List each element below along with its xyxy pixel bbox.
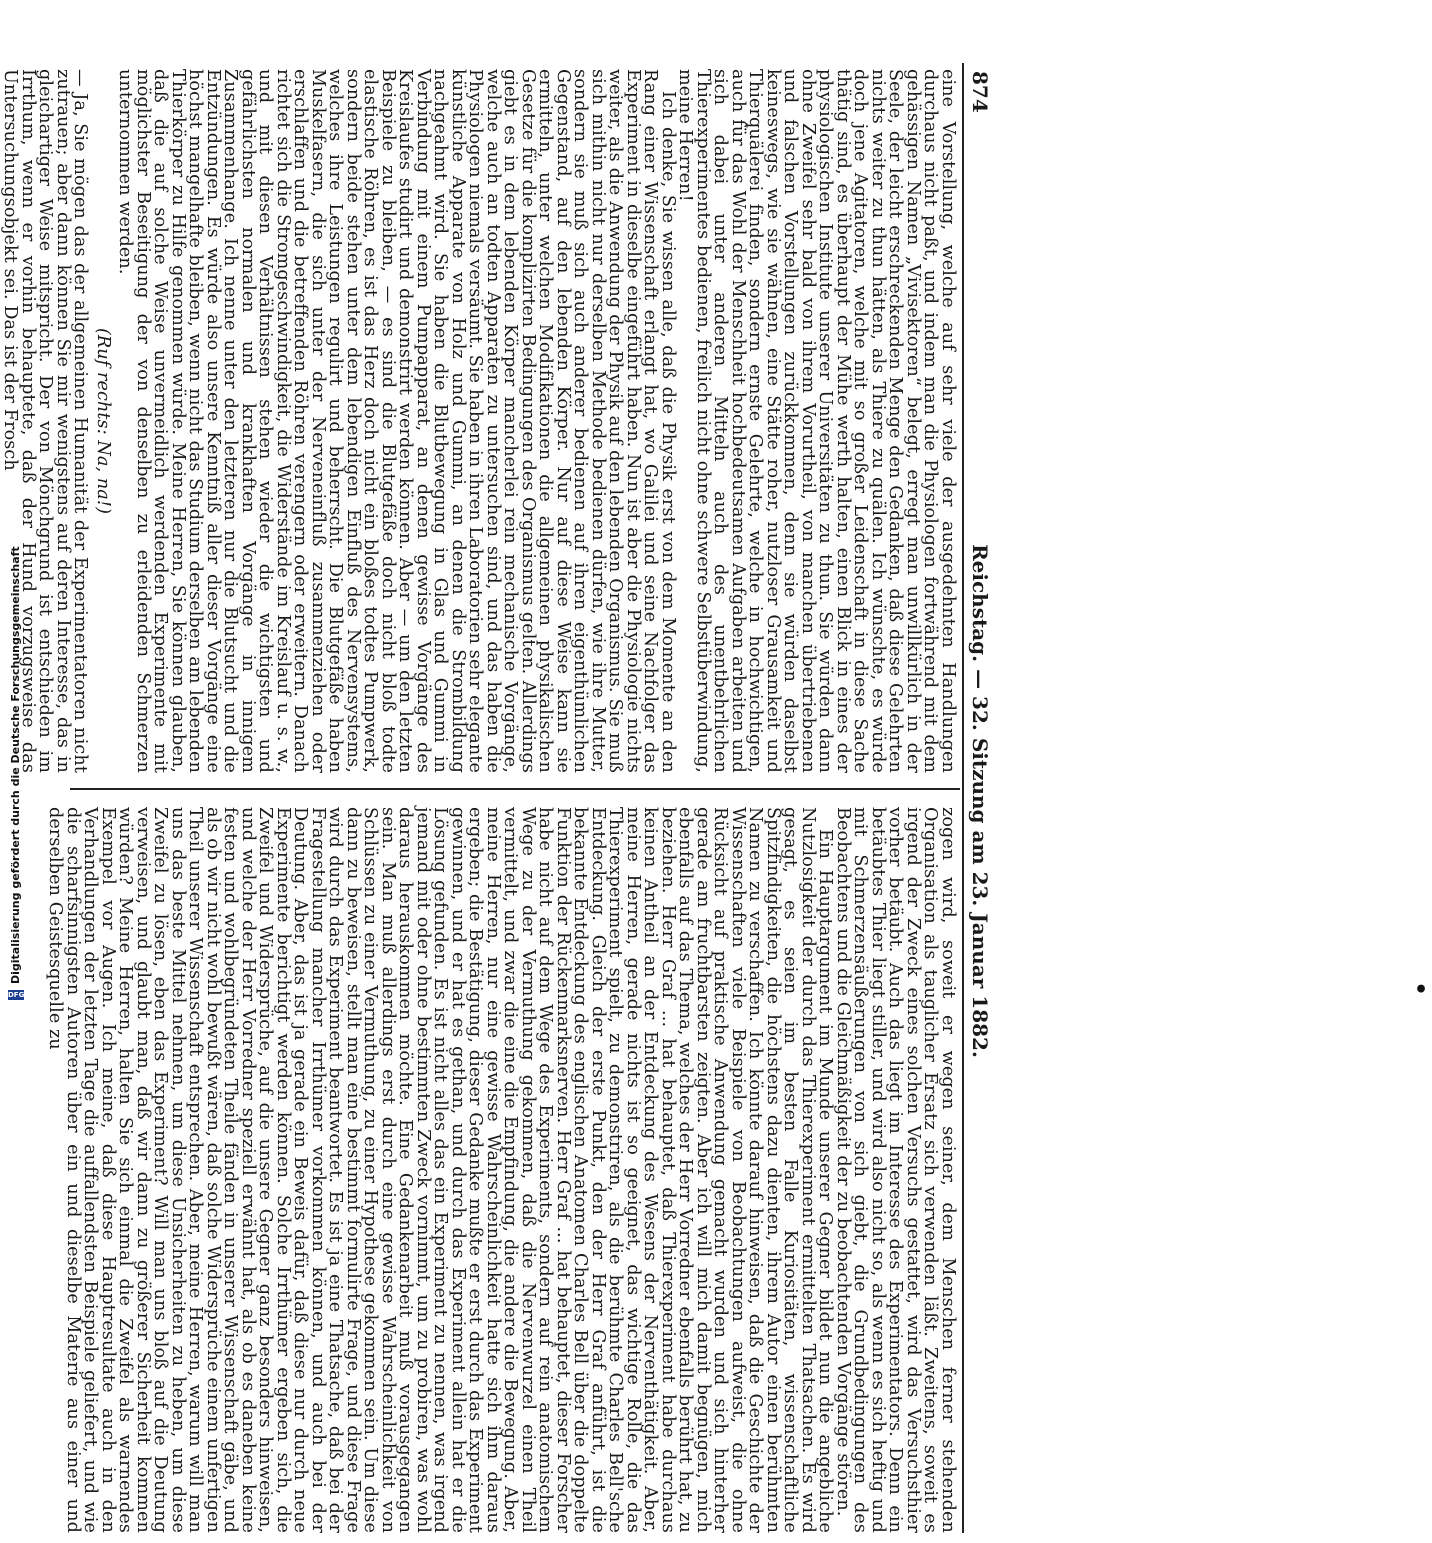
left-column-paragraph: Ich denke, Sie wissen alle, daß die Physik erst von dem Momente an den Rang einer Wissenschaft erlangt hat, wo Galilei und seine Nachfolger das Experiment in dieselbe eingeführt haben. Nun ist aber die Physiologie nichts weiter, als die Anwendung der Physik auf den lebenden Organismus. Sie muß sich mithin nicht nur derselben Methode bedienen dürfen, wie ihre Mutter, sondern sie muß sich auch anderer bedienen auf ihren eigenthümlichen Gegenstand, auf den lebenden Körper. Nur auf diese Weise kann sie ermitteln, unter welchen Modifikationen die allgemeinen physikalischen Gesetze für die komplizirten Bedingungen des Organismus gelten. Allerdings giebt es in dem lebenden Körper mancherlei rein mechanische Vorgänge, welche auch an todten Apparaten zu untersuchen sind, und das haben die Physiologen niemals versäumt. Sie haben in ihren Laboratorien sehr elegante künstliche Apparate von Holz und Gummi, an denen die Strombildung nachgeahmt wird. Sie haben die Blutbewegung in Glas und Gummi in Verbindung mit einem Pumpapparat, an denen gewisse Vorgänge des Kreislaufes studirt und demonstrirt werden können. Aber — um den letzten Beispiele zu bleiben, — es sind die Blutgefäße doch nicht bloß todte elastische Röhren, es ist das Herz doch nicht ein bloßes todtes Pumpwerk, sondern beide stehen unter dem lebendigen Einfluß des Nervensystems, welches ihre Leistungen regulirt und beherrscht. Die Blutgefäße haben Muskelfasern, die sich unter der Nerveneinfluß zusammenziehen oder erschlaffen und die betreffenden Röhren verengern oder erweitern. Danach richtet sich die Stromgeschwindigkeit, die Widerstände im Kreislauf u. s. w., und mit diesen Verhältnissen stehen wieder die wichtigsten und gefährlichsten normalen und krankhaften Vorgänge in innigem Zusammenhange. Ich nenne unter den letzteren nur die Blutsucht und die Entzündungen. Es würde also unsere Kenntniß aller dieser Vorgänge eine höchst mangelhafte bleiben, wenn nicht das Studium derselben am lebenden Thierkörper zu Hilfe genommen würde. Meine Herren, Sie können glauben, daß die auf solche Weise unvermeidlich werdenden Experimente mit möglichster Beseitigung der von denselben zu erleidenden Schmerzen unternommen werden. xyxy=(115,69,678,773)
right-column-paragraph: Ein Hauptargument im Munde unserer Gegner bildet nun die angebliche Nutzlosigkeit der durch das Thierexperiment ermittelten Thatsachen. Es wird gesagt, es seien im besten Falle Kuriositäten, wissenschaftliche Spitzfindigkeiten, die höchstens dazu dienten, ihrem Autor einen berühmten Namen zu verschaffen. Ich könnte darauf hinweisen, daß die Geschichte der Wissenschaften viele Beispiele von Beobachtungen aufweist, die ohne Rücksicht auf praktische Anwendung gemacht wurden und sich hinterher gerade am fruchtbarsten zeigten. Aber ich will mich damit begnügen, mich ebenfalls auf das Thema, welches der Herr Vorredner ebenfalls berührt hat, zu beziehen. Herr Graf ... hat behauptet, daß Thierexperiment habe durchaus keinen Antheil an der Entdeckung des Wesens der Nerventhätigkeit. Aber, meine Herren, gerade nichts ist so geeignet, das wichtige Rolle, die das Thierexperiment spielt, zu demonstriren, als die berühmte Charles Bell'sche Entdeckung. Gleich der erste Punkt, den der Herr Graf anführt, ist die bekannte Entdeckung des englischen Anatomen Charles Bell über die doppelte Funktion der Rückenmarksnerven. Herr Graf ... hat behauptet, dieser Forscher habe nicht auf dem Wege des Experiments, sondern auf rein anatomischem Wege zu der Vermuthung gekommen, daß die Nervenwurzel einen Theil vermittelt, und zwar die eine die Empfindung, die andere die Bewegung. Aber, meine Herren, nur eine gewisse Wahrscheinlichkeit hatte sich ihm daraus ergeben; die Bestätigung, dieser Gedanke mußte er erst durch das Experiment gewinnen, und er hat es gethan, und durch das Experiment allein hat er die Lösung gefunden. Es ist nicht alles das ein Experiment zu nennen, was irgend jemand mit oder ohne bestimmten Zweck vornimmt, um zu probiren, was wohl daraus herauskommen möchte. Eine Gedankenarbeit muß vorausgegangen sein. Man muß allerdings erst durch eine gewisse Wahrscheinlichkeit von Schlüssen zu einer Vermuthung, zu einer Hypothese gekommen sein. Um diese dann zu beweisen, stellt man eine bestimmt formulirte Frage, und diese Frage wird durch das Experiment beantwortet. Es ist ja eine Thatsache, daß bei der Fragestellung mancher Irrthümer vorkommen können, und auch bei der Deutung. Aber, das ist ja gerade ein Beweis dafür, daß diese nur durch neue Experimente berichtigt werden können. Solche Irrthümer ergeben sich, die Zweifel und Widersprüche, auf die unsere Gegner ganz besonders hinweisen, und welche der Herr Vorredner speziell erwähnt hat, als ob es daneben keine festen und wohlbegründeten Theile fänden in unserer Wissenschaft gäbe, und als ob wir nicht wohl bewußt wären, daß solche Widersprüche einem unfertigen Theil unserer Wissenschaft entsprechen. Aber, meine Herren, warum will man uns das beste Mittel nehmen, um diese Unsicherheiten zu heben, um diese Zweifel zu lösen, eben das Experiment? Will man uns bloß auf die Deutung verweisen, und glaubt man, daß wir dann zu größerer Sicherheit kommen würden? Meine Herren, halten Sie sich einmal die Zweifel als warnendes Exempel vor Augen. Ich meine, daß diese Hauptresultate auch in den Verhandlungen der letzten Tage die auffallendsten Beispiele geliefert, und wie die scharfsinnigsten Autoren über ein und dieselbe Materie aus einer und derselben Geistesquelle zu xyxy=(45,807,836,1533)
credit-text: Digitalisierung gefördert durch die Deutsche Forschungsgemeinschaft xyxy=(9,546,22,984)
left-column-paragraph: — Ja, Sie mögen das der allgemeinen Humanität der Experimentatoren nicht zutrauen; aber dann können Sie mir wenigstens auf deren Interesse, das in gleichartiger Weise mitspricht. Der von Mönchgrund ist entschieden im Irrthum, wenn er vorhin behauptete, daß der Hund vorzugsweise das Untersuchungsobjekt sei. Das ist der Frosch xyxy=(0,69,91,773)
dfg-logo: DFG xyxy=(8,991,25,999)
left-column-paragraph: eine Vorstellung, welche auf sehr viele der ausgedehnten Handlungen durchaus nicht paßt, und indem man die Physiologen fortwährend mit dem gehässigen Namen „Vivisektoren“ belegt, erregt man unwillkürlich in der Seele, der leicht erschreckenden Menge den Gedanken, daß diese Gelehrten nichts weiter zu thun hätten, als Thiere zu quälen. Ich wünschte, es würde doch jene Agitatoren, welche mit so großer Leidenschaft in diese Sache thätig sind, es überhaupt der Mühe werth halten, einen Blick in eines der physiologischen Institute unserer Universitäten zu thun. Sie würden dann ohne Zweifel sehr bald von ihrem Vorurtheil, von manchen übertriebenen und falschen Vorstellungen zurückkommen, denn sie würden daselbst keineswegs, wie sie wähnen, eine Stätte roher, nutzloser Grausamkeit und Thierquälerei finden, sondern ernste Gelehrte, welche in hochwichtigen, auch für das Wohl der Menschheit hochbedeutsamen Aufgaben arbeiten und sich dabei unter anderen Mitteln auch des unentbehrlichen Thierexperimentes bedienen, freilich nicht ohne schwere Selbstüberwindung, meine Herren! xyxy=(675,69,958,773)
left-column-paragraph: (Ruf rechts: Na, na!) xyxy=(93,327,113,515)
column-divider xyxy=(70,788,960,790)
right-column-paragraph: zogen wird, soweit er wegen seiner, dem Menschen ferner stehenden Organisation als tauglicher Ersatz sich verwenden läßt. Zweitens, soweit es irgend der Zweck eines solchen Versuchs gestattet, wird das Versuchsthier vorher betäubt. Auch das liegt im Interesse des Experimentators. Denn ein betäubtes Thier liegt stiller, und wird also nicht so, als wenn es sich heftig und mit Schmerzensäußerungen von sich giebt, die Grundbedingungen des Beobachtens und die Gleichmäßigkeit der zu beobachtenden Vorgänge stören. xyxy=(833,807,958,1533)
right-column xyxy=(45,807,958,1533)
page-number: 874 xyxy=(968,71,992,113)
running-head xyxy=(966,71,994,1531)
running-title: Reichstag. — 32. Sitzung am 23. Januar 1882. xyxy=(968,544,992,1058)
header-rule xyxy=(962,63,964,1533)
margin-mark: • xyxy=(1414,977,1429,1003)
